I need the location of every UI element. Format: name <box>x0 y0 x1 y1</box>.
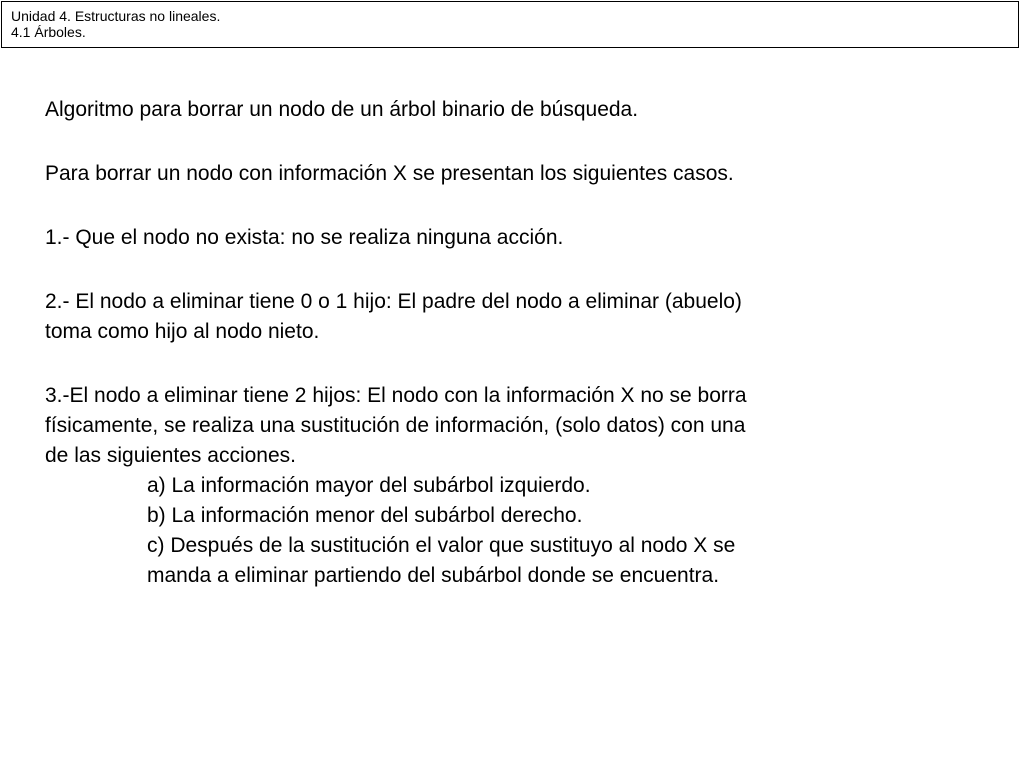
section-title: 4.1 Árboles. <box>11 24 86 40</box>
spacer <box>45 189 945 223</box>
slide-header <box>1 1 1019 48</box>
algorithm-title: Algoritmo para borrar un nodo de un árbol binario de búsqueda. <box>45 98 639 121</box>
spacer <box>45 347 945 381</box>
case-1: 1.- Que el nodo no exista: no se realiza ninguna acción. <box>45 226 564 249</box>
option-c-line-2: manda a eliminar partiendo del subárbol donde se encuentra. <box>147 564 720 587</box>
spacer <box>45 253 945 287</box>
case-2-line-1: 2.- El nodo a eliminar tiene 0 o 1 hijo: El padre del nodo a eliminar (abuelo) <box>45 290 742 313</box>
case-3-line-2: físicamente, se realiza una sustitución de información, (solo datos) con una <box>45 414 746 437</box>
unit-title: Unidad 4. Estructuras no lineales. <box>11 8 221 24</box>
option-b: b) La información menor del subárbol derecho. <box>147 504 583 527</box>
case-3-line-3: de las siguientes acciones. <box>45 444 296 467</box>
option-c-line-1: c) Después de la sustitución el valor que sustituyo al nodo X se <box>147 534 736 557</box>
slide-body <box>45 95 945 591</box>
spacer <box>45 125 945 159</box>
option-a: a) La información mayor del subárbol izquierdo. <box>147 474 591 497</box>
case-2-line-2: toma como hijo al nodo nieto. <box>45 320 320 343</box>
intro-paragraph: Para borrar un nodo con información X se presentan los siguientes casos. <box>45 162 734 185</box>
case-3-line-1: 3.-El nodo a eliminar tiene 2 hijos: El nodo con la información X no se borra <box>45 384 747 407</box>
